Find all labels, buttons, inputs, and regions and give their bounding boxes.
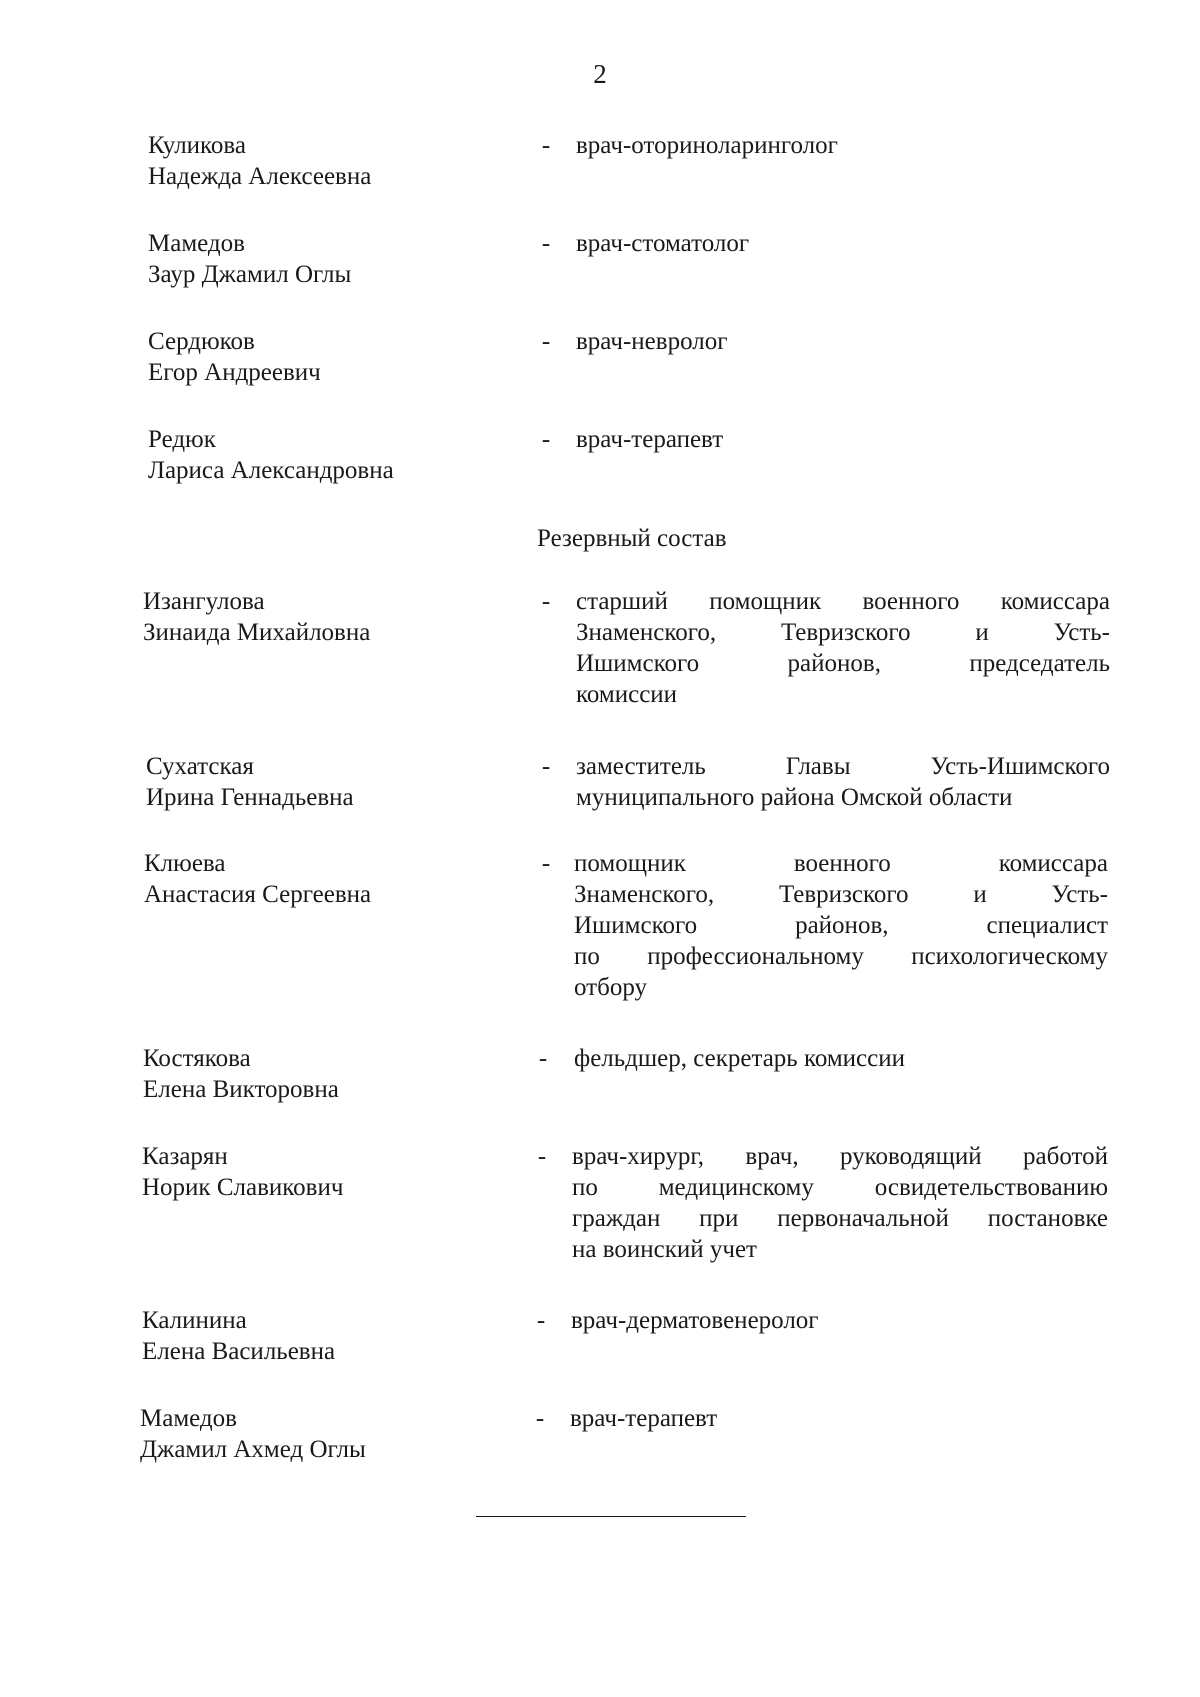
role-line: на воинский учет xyxy=(572,1236,757,1263)
role-line: по медицинскому освидетельствованию xyxy=(572,1174,1108,1201)
dash-separator: - xyxy=(538,1045,548,1072)
dash-separator: - xyxy=(541,132,551,159)
member-given-name: Зинаида Михайловна xyxy=(143,619,371,646)
member-surname: Куликова xyxy=(148,132,246,159)
member-name xyxy=(148,424,528,486)
member-given-name: Елена Васильевна xyxy=(142,1338,336,1365)
member-given-name: Егор Андреевич xyxy=(148,359,321,386)
member-role xyxy=(576,751,1110,813)
member-given-name: Елена Викторовна xyxy=(143,1076,339,1103)
member-surname: Сухатская xyxy=(146,753,254,780)
member-role xyxy=(574,848,1108,1003)
member-surname: Клюева xyxy=(144,850,226,877)
member-name xyxy=(148,326,528,388)
member-given-name: Ирина Геннадьевна xyxy=(146,784,354,811)
dash-separator: - xyxy=(541,230,551,257)
member-name xyxy=(142,1141,522,1203)
member-surname: Сердюков xyxy=(148,328,255,355)
member-role xyxy=(572,1141,1108,1265)
role-line: врач-терапевт xyxy=(570,1405,718,1432)
member-name xyxy=(140,1403,520,1465)
member-surname: Мамедов xyxy=(148,230,245,257)
member-given-name: Надежда Алексеевна xyxy=(148,163,372,190)
member-surname: Мамедов xyxy=(140,1405,237,1432)
role-line: Ишимского районов, председатель xyxy=(576,650,1110,677)
dash-separator: - xyxy=(541,753,551,780)
member-given-name: Анастасия Сергеевна xyxy=(144,881,372,908)
end-divider-line xyxy=(476,1516,746,1517)
dash-separator: - xyxy=(541,426,551,453)
role-line: заместитель Главы Усть-Ишимского xyxy=(576,753,1110,780)
member-name xyxy=(148,228,528,290)
member-name xyxy=(146,751,526,813)
role-line: врач-невролог xyxy=(576,328,728,355)
role-line: комиссии xyxy=(576,681,678,708)
member-given-name: Норик Славикович xyxy=(142,1174,344,1201)
role-line: Знаменского, Тевризского и Усть- xyxy=(574,881,1108,908)
member-given-name: Заур Джамил Оглы xyxy=(148,261,352,288)
member-role xyxy=(571,1305,1066,1336)
member-name xyxy=(148,130,528,192)
member-role xyxy=(576,228,1071,259)
member-surname: Редюк xyxy=(148,426,216,453)
role-line: муниципального района Омской области xyxy=(576,784,1013,811)
member-given-name: Лариса Александровна xyxy=(148,457,394,484)
role-line: граждан при первоначальной постановке xyxy=(572,1205,1108,1232)
role-line: фельдшер, секретарь комиссии xyxy=(574,1045,906,1072)
member-surname: Костякова xyxy=(143,1045,251,1072)
role-line: отбору xyxy=(574,974,647,1001)
role-line: врач-дерматовенеролог xyxy=(571,1307,819,1334)
member-name xyxy=(143,1043,523,1105)
dash-separator: - xyxy=(541,328,551,355)
role-line: Знаменского, Тевризского и Усть- xyxy=(576,619,1110,646)
member-surname: Изангулова xyxy=(143,588,265,615)
member-role xyxy=(576,326,1071,357)
dash-separator: - xyxy=(541,850,551,877)
role-line: помощник военного комиссара xyxy=(574,850,1108,877)
dash-separator: - xyxy=(535,1405,545,1432)
dash-separator: - xyxy=(536,1307,546,1334)
member-surname: Калинина xyxy=(142,1307,247,1334)
member-role xyxy=(576,424,1071,455)
dash-separator: - xyxy=(541,588,551,615)
role-line: по профессиональному психологическому xyxy=(574,943,1108,970)
member-surname: Казарян xyxy=(142,1143,228,1170)
page-number: 2 xyxy=(593,59,607,89)
role-line: врач-хирург, врач, руководящий работой xyxy=(572,1143,1108,1170)
reserve-heading: Резервный состав xyxy=(537,525,727,552)
member-role xyxy=(576,130,1071,161)
member-name xyxy=(143,586,523,648)
member-role xyxy=(576,586,1110,710)
role-line: врач-терапевт xyxy=(576,426,724,453)
member-role xyxy=(570,1403,1065,1434)
dash-separator: - xyxy=(537,1143,547,1170)
role-line: врач-оториноларинголог xyxy=(576,132,838,159)
role-line: старший помощник военного комиссара xyxy=(576,588,1110,615)
member-given-name: Джамил Ахмед Оглы xyxy=(140,1436,366,1463)
role-line: Ишимского районов, специалист xyxy=(574,912,1108,939)
member-name xyxy=(144,848,524,910)
member-role xyxy=(574,1043,1069,1074)
role-line: врач-стоматолог xyxy=(576,230,750,257)
member-name xyxy=(142,1305,522,1367)
